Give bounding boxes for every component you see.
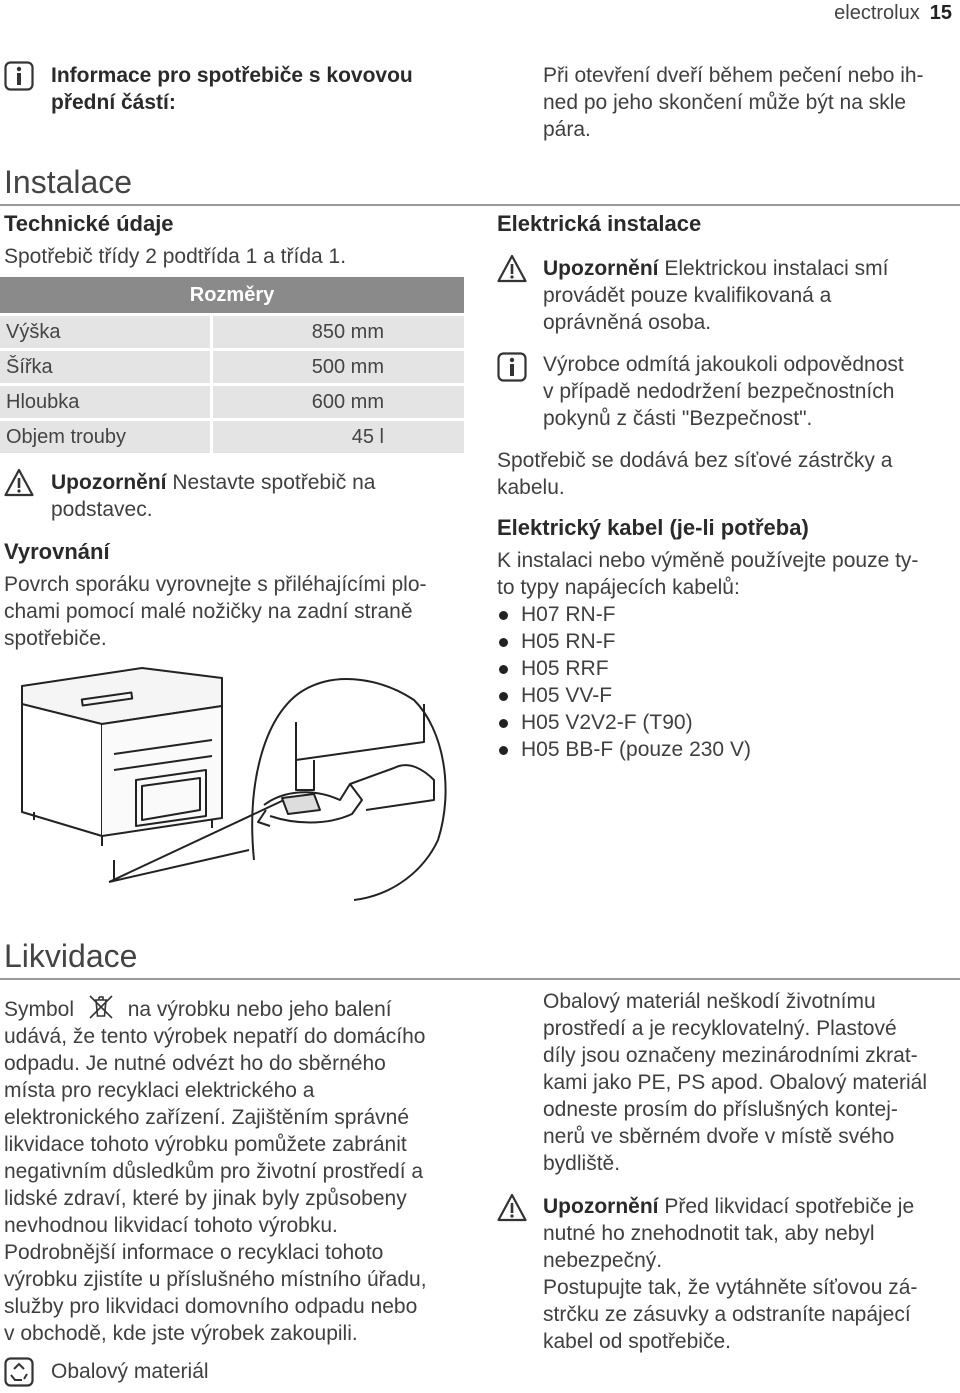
list-item: H05 RN-F [497, 628, 957, 655]
page-number: 15 [929, 2, 952, 24]
list-item: H05 RRF [497, 655, 957, 682]
electrical-heading: Elektrická instalace [497, 211, 702, 236]
list-item: H07 RN-F [497, 601, 957, 628]
liability-info: Výrobce odmítá jakoukoli odpovědnost v případě nedodržení bezpečnostních pokynů z části "Bezpečnost". [543, 353, 904, 430]
disposal-heading: Likvidace [4, 938, 138, 974]
warning-icon [497, 1193, 527, 1223]
list-item: H05 VV-F [497, 682, 957, 709]
info-icon [497, 352, 527, 382]
dimensions-header: Rozměry [0, 277, 464, 315]
table-row: Šířka 500 mm [0, 350, 464, 385]
metal-front-title: Informace pro spotřebiče s kovovou přední částí: [51, 64, 413, 114]
recycle-icon [4, 1357, 34, 1387]
packaging-label: Obalový materiál [51, 1360, 209, 1383]
tech-data-heading: Technické údaje [4, 211, 174, 236]
electrical-warning: Upozornění Elektrickou instalaci smí provádět pouze kvalifikovaná a oprávněná osoba. [543, 257, 889, 334]
leveling-text: Povrch sporáku vyrovnejte s přiléhajícími plo- chami pomocí malé nožičky na zadní straně spotřebiče. [4, 573, 427, 650]
disposal-warning: Upozornění Před likvidací spotřebiče je nutné ho znehodnotit tak, aby nebyl nebezpečný. Postupujte tak, že vytáhněte síťovou zá- strčku ze zásuvky a odstraníte napájecí kabel od spotřebiče. [543, 1195, 918, 1353]
table-row: Hloubka 600 mm [0, 385, 464, 420]
stand-warning: Upozornění Nestavte spotřebič na podstavec. [51, 471, 376, 521]
crossed-bin-icon [86, 994, 116, 1020]
cable-types-list [497, 601, 957, 763]
page-header [834, 2, 952, 25]
leveling-heading: Vyrovnání [4, 539, 110, 564]
cable-heading: Elektrický kabel (je-li potřeba) [497, 515, 809, 540]
table-row: Objem trouby 45 l [0, 420, 464, 454]
dimensions-table [0, 277, 464, 453]
info-icon [4, 61, 34, 91]
appliance-class-text: Spotřebič třídy 2 podtřída 1 a třída 1. [4, 245, 347, 268]
steam-note: Při otevření dveří během pečení nebo ih- ned po jeho skončení může být na skle pára. [543, 64, 924, 141]
section-divider [0, 978, 960, 980]
disposal-left-text: Symbol na výrobku nebo jeho balení udává, že tento výrobek nepatří do domácího odpadu. Je nutné odvézt ho do sběrného místa pro recyklaci elektrického a elektronického zařízení. Zajištěním správné likvidace tohoto výrobku pomůžete zabránit negativním důsledkům pro životní prostředí a lidské zdraví, které by jinak byly způsobeny nevhodnou likvidací tohoto výrobku. Podrobnější informace o recyklaci tohoto výrobku zjistíte u příslušného místního úřadu, služby pro likvidaci domovního odpadu nebo v obchodě, kde jste výrobek zakoupili. [4, 994, 484, 1347]
brand-name: electrolux [834, 2, 920, 24]
cable-intro: K instalaci nebo výměně používejte pouze ty- to typy napájecích kabelů: [497, 549, 919, 599]
plug-note: Spotřebič se dodává bez síťové zástrčky a kabelu. [497, 449, 893, 499]
leveling-illustration [14, 660, 464, 910]
installation-heading: Instalace [4, 164, 133, 200]
list-item: H05 BB-F (pouze 230 V) [497, 736, 957, 763]
section-divider [0, 204, 960, 206]
warning-icon [4, 468, 34, 498]
packaging-text: Obalový materiál neškodí životnímu prostředí a je recyklovatelný. Plastové díly jsou označeny mezinárodními zkrat- kami jako PE, PS apod. Obalový materiál odneste prosím do příslušných kontej- nerů ve sběrném dvoře v místě svého bydliště. [543, 990, 928, 1175]
list-item: H05 V2V2-F (T90) [497, 709, 957, 736]
table-row: Výška 850 mm [0, 315, 464, 350]
warning-icon [497, 254, 527, 284]
